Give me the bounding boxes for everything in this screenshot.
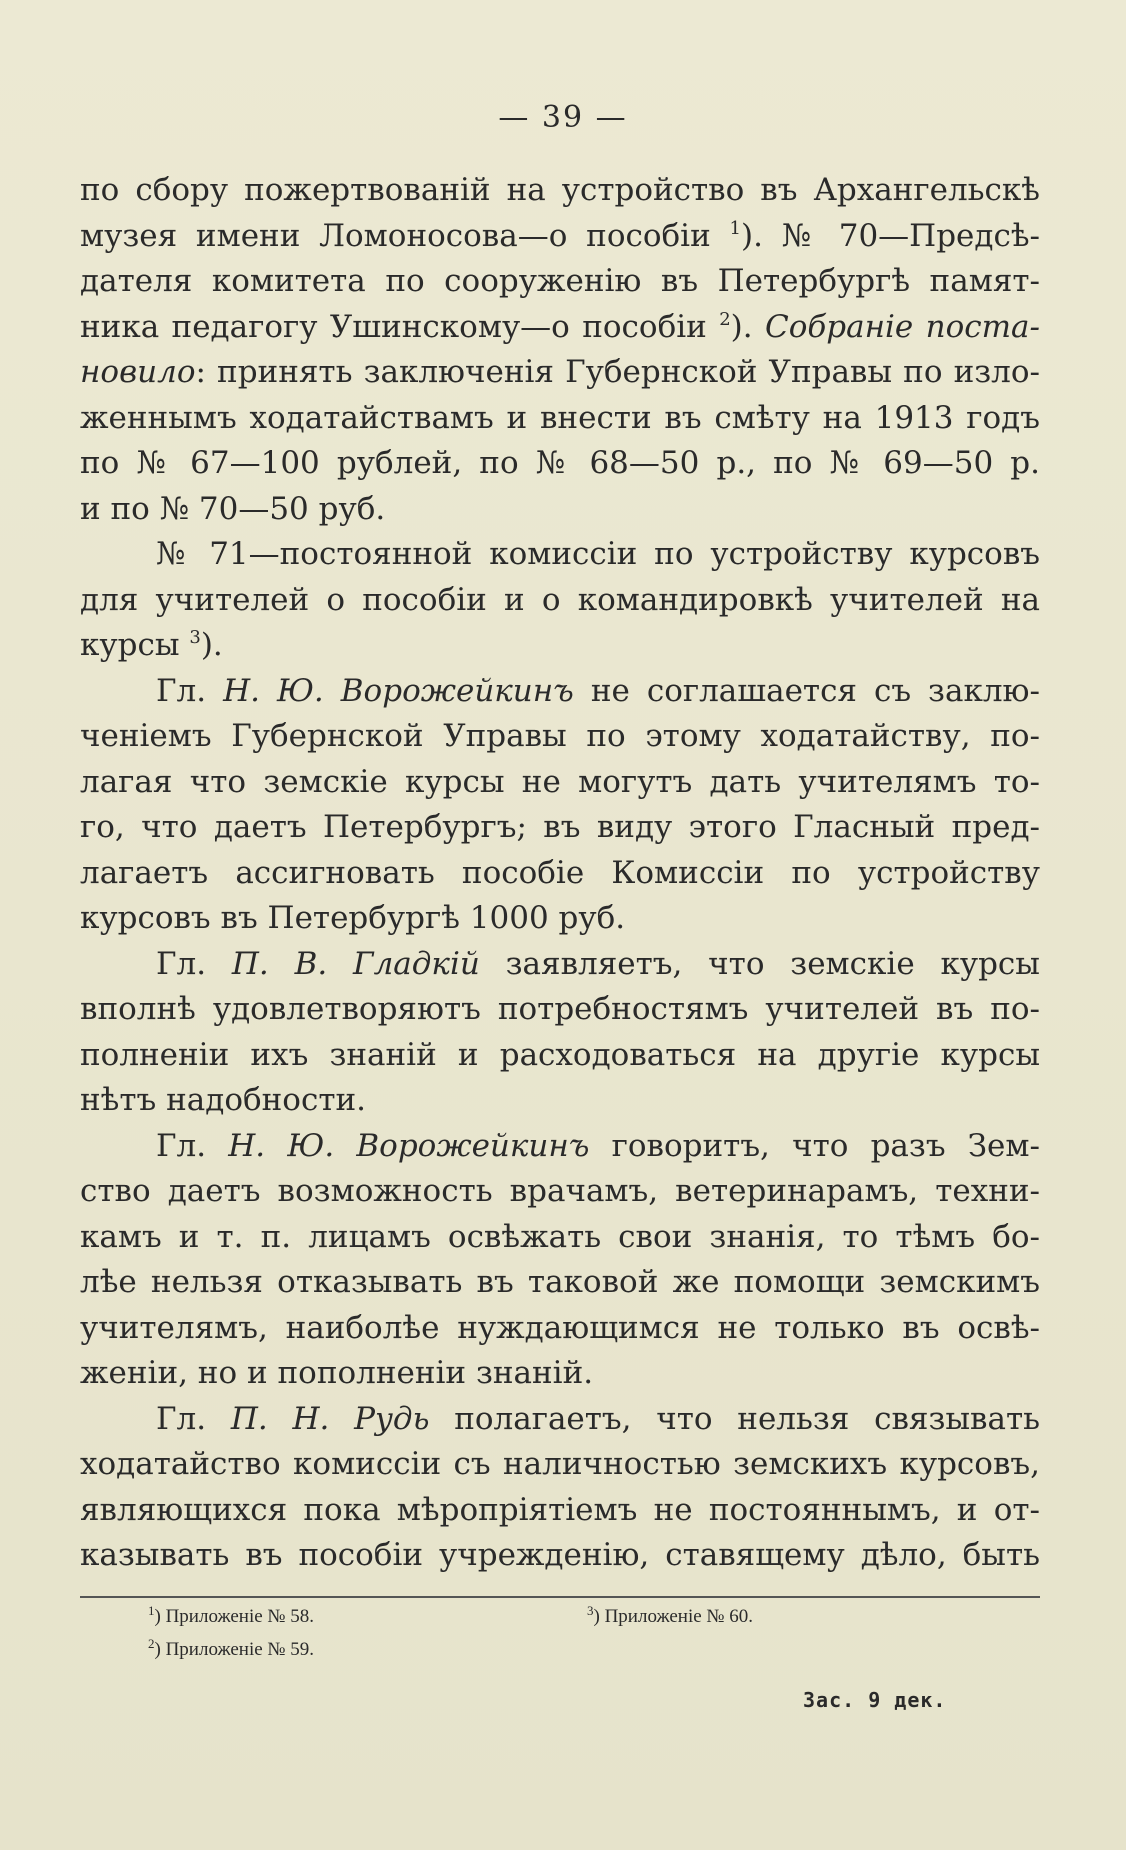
text-segment: Гл. [156,945,232,982]
text-segment: музея имени Ломоносова—о пособіи [80,217,730,254]
text-segment: по сбору пожертвованій на устройство въ Архангельскѣ [80,172,1040,208]
signature-mark: Зас. 9 дек. [803,1688,947,1712]
text-line [80,1124,1040,1170]
text-line [80,1260,1040,1306]
text-line [80,259,1040,305]
text-segment: женіи, но и пополненіи знаній. [80,1355,594,1391]
text-segment: и по № 70—50 руб. [80,490,386,527]
text-line [80,578,1040,624]
text-line [80,760,1040,806]
text-line [80,1488,1040,1534]
text-segment: не соглашается съ заклю- [573,672,1040,709]
text-segment: для учителей о пособіи и о командировкѣ учителей на [80,581,1040,618]
text-segment: говоритъ, что разъ Зем- [589,1127,1040,1164]
text-line [80,350,1040,396]
text-line [80,214,1040,260]
text-line [80,1397,1040,1443]
text-segment: Гл. [156,1127,229,1164]
text-line [80,1442,1040,1488]
text-line [80,896,1040,942]
text-line [80,305,1040,351]
footnote-text: ) Приложеніе № 58. [154,1606,315,1627]
text-line [80,1351,1040,1397]
footnote-3 [587,1605,753,1629]
text-line [80,168,1040,214]
italic-segment: новило [80,354,196,390]
text-line [80,1078,1040,1124]
footnote-2 [148,1638,314,1662]
text-line [80,441,1040,487]
text-segment: го, что даетъ Петербургъ; въ виду этого Гласный пред- [80,809,1040,845]
text-segment: курсовъ въ Петербургѣ 1000 руб. [80,900,626,936]
text-line [80,669,1040,715]
text-segment: ). № 70—Предсѣ- [740,217,1041,254]
text-line [80,1033,1040,1079]
footnote-marker: 2 [148,1636,155,1651]
text-line [80,987,1040,1033]
text-segment: лагаетъ ассигновать пособіе Комиссіи по устройству [80,854,1040,891]
text-segment: полагаетъ, что нельзя связывать [429,1400,1040,1437]
text-segment: по № 67—100 рублей, по № 68—50 р., по № 69—50 р. [80,445,1040,481]
footnote-text: ) Приложеніе № 59. [154,1639,315,1660]
text-line [80,1215,1040,1261]
text-line [80,396,1040,442]
page-number: — 39 — [498,100,628,135]
text-segment: ). [730,308,765,345]
text-segment: вполнѣ удовлетворяютъ потребностямъ учителей въ по- [80,991,1040,1027]
text-segment: ). [200,627,223,663]
italic-segment: Собраніе поста- [764,308,1040,345]
text-segment: женнымъ ходатайствамъ и внести въ смѣту на 1913 годъ [80,399,1040,436]
italic-segment: П. В. Гладкій [231,945,480,982]
text-line [80,714,1040,760]
footnote-rule [80,1596,1040,1598]
text-line [80,1169,1040,1215]
text-segment: заявляетъ, что земскіе курсы [479,945,1040,982]
text-segment: Гл. [156,1400,231,1437]
text-segment: Гл. [156,672,224,709]
text-segment: дателя комитета по сооруженію въ Петербургѣ памят- [80,263,1040,299]
text-segment: ника педагогу Ушинскому—о пособіи [80,308,720,345]
text-segment: казывать въ пособіи учрежденію, ставящему дѣло, быть [80,1537,1040,1573]
text-segment: ченіемъ Губернской Управы по этому ходатайству, по- [80,718,1040,754]
footnote-marker: 3 [587,1603,594,1618]
body-text [80,168,1040,1579]
text-segment: : принять заключенія Губернской Управы по изло- [195,354,1040,390]
text-segment: учителямъ, наиболѣе нуждающимся не только въ освѣ- [80,1309,1040,1346]
text-segment: ходатайство комиссіи съ наличностью земскихъ курсовъ, [80,1446,1040,1482]
text-line [80,805,1040,851]
text-line [80,942,1040,988]
italic-segment: П. Н. Рудь [230,1400,430,1437]
text-line [80,623,1040,669]
text-segment: камъ и т. п. лицамъ освѣжать свои знанія, то тѣмъ бо- [80,1218,1040,1255]
footnote-1 [148,1605,314,1629]
text-segment: ство даетъ возможность врачамъ, ветеринарамъ, техни- [80,1173,1040,1209]
text-segment: являющихся пока мѣропріятіемъ не постояннымъ, и от- [80,1491,1040,1528]
text-line [80,1306,1040,1352]
text-segment: курсы [80,627,190,663]
footnote-ref: 2 [719,308,731,330]
text-segment: нѣтъ надобности. [80,1082,366,1118]
footnote-marker: 1 [148,1603,155,1618]
text-segment: лагая что земскіе курсы не могутъ дать учителямъ то- [80,763,1040,800]
text-line [80,487,1040,533]
footnote-text: ) Приложеніе № 60. [593,1606,754,1627]
italic-segment: Н. Ю. Ворожейкинъ [228,1127,590,1164]
text-segment: полненіи ихъ знаній и расходоваться на другіе курсы [80,1036,1040,1073]
footnote-ref: 3 [189,627,201,648]
text-segment: лѣе нельзя отказывать въ таковой же помощи земскимъ [80,1264,1040,1300]
italic-segment: Н. Ю. Ворожейкинъ [223,672,574,709]
text-segment: № 71—постоянной комиссіи по устройству курсовъ [156,536,1040,572]
text-line [80,1533,1040,1579]
text-line [80,532,1040,578]
footnote-ref: 1 [729,217,741,239]
text-line [80,851,1040,897]
